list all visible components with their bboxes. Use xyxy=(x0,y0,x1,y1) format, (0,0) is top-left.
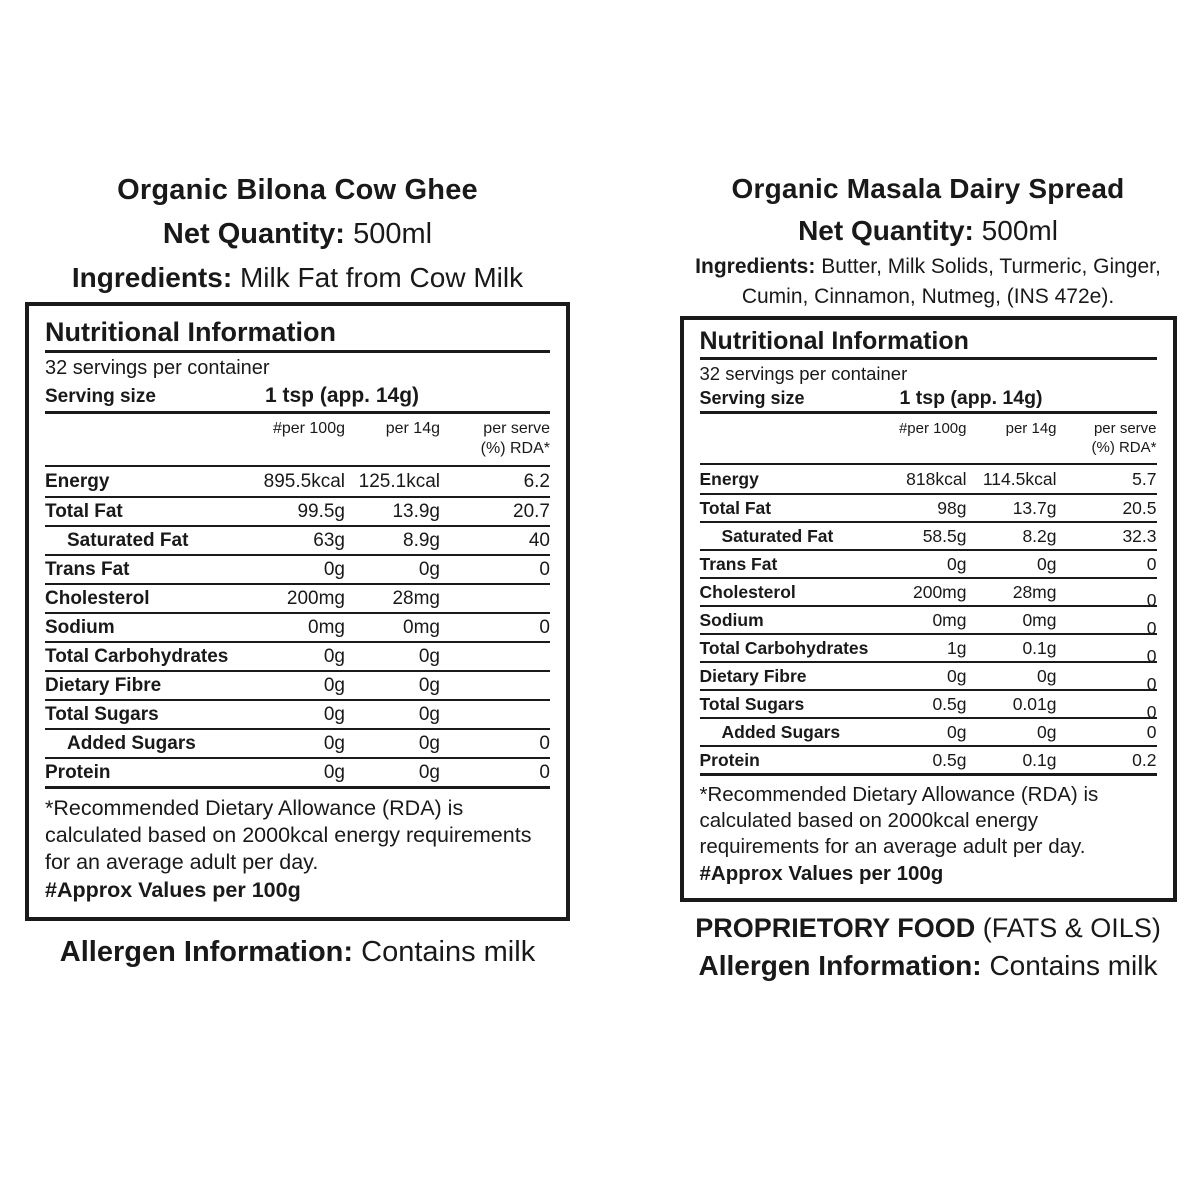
divider xyxy=(700,357,1157,360)
serving-size-value: 1 tsp (app. 14g) xyxy=(265,384,420,407)
row-label: Cholesterol xyxy=(699,581,796,602)
cell-per-14g: 8.9g xyxy=(403,529,440,551)
proprietory-food-value: (FATS & OILS) xyxy=(982,913,1161,943)
cell-per-100g: 200mg xyxy=(912,581,967,602)
per-serve-column-header xyxy=(1057,419,1157,457)
cell-per-serve: 0 xyxy=(1146,721,1157,742)
cell-per-14g: 0g xyxy=(1037,665,1057,686)
cell-per-100g: 818kcal xyxy=(906,468,967,489)
net-quantity-value: 500ml xyxy=(981,215,1058,246)
rda-footnote: *Recommended Dietary Allowance (RDA) is calculated based on 2000kcal energy requirements for an average adult per day. xyxy=(699,783,1099,858)
net-quantity-line xyxy=(25,212,570,256)
cell-per-100g: 0.5g xyxy=(932,749,967,770)
ingredients-value-line2: Cumin, Cinnamon, Nutmeg, (INS 472e). xyxy=(741,285,1115,308)
cell-per-14g: 8.2g xyxy=(1022,525,1057,546)
divider xyxy=(45,350,550,353)
net-quantity-label: Net Quantity: xyxy=(798,215,974,246)
nutrition-row xyxy=(700,493,1157,521)
nutrition-row xyxy=(45,525,550,554)
cell-per-14g: 0.1g xyxy=(1022,749,1057,770)
cell-per-100g: 63g xyxy=(313,529,345,551)
ingredients-label: Ingredients: xyxy=(695,255,816,278)
row-label: Sodium xyxy=(45,616,115,638)
cell-per-100g: 0g xyxy=(947,721,967,742)
row-label: Total Carbohydrates xyxy=(699,637,869,658)
row-label: Total Sugars xyxy=(699,693,805,714)
net-quantity-value: 500ml xyxy=(353,218,433,250)
cell-per-14g: 0g xyxy=(418,703,440,725)
nutrition-row xyxy=(45,467,550,496)
row-label: Total Fat xyxy=(45,500,123,522)
row-label: Energy xyxy=(699,468,759,489)
cell-per-14g: 0g xyxy=(418,732,440,754)
nutrition-row xyxy=(45,641,550,670)
cell-per-14g: 0g xyxy=(1037,721,1057,742)
row-label: Dietary Fibre xyxy=(45,674,162,696)
ingredients-value: Milk Fat from Cow Milk xyxy=(239,262,524,293)
cell-per-14g: 13.7g xyxy=(1012,497,1057,518)
cell-per-14g: 0.1g xyxy=(1022,637,1057,658)
cell-per-serve: 0 xyxy=(539,558,550,580)
row-label: Trans Fat xyxy=(45,558,130,580)
rda-footnote: *Recommended Dietary Allowance (RDA) is calculated based on 2000kcal energy requirements for an average adult per day. xyxy=(45,796,532,874)
row-label: Cholesterol xyxy=(45,587,150,609)
cell-per-serve: 5.7 xyxy=(1132,468,1157,489)
cell-per-100g: 0g xyxy=(323,732,345,754)
per-100g-column-header: #per 100g xyxy=(898,420,967,437)
nutrition-facts-box xyxy=(25,302,570,921)
row-label: Total Fat xyxy=(699,497,772,518)
nutrition-row xyxy=(700,465,1157,493)
allergen-line xyxy=(663,948,1193,984)
cell-per-100g: 0g xyxy=(323,558,345,580)
cell-per-14g: 28mg xyxy=(1012,581,1057,602)
product-title: Organic Masala Dairy Spread xyxy=(731,173,1125,204)
per-serve-column-header xyxy=(440,419,550,459)
net-quantity-line xyxy=(663,210,1193,252)
cell-per-serve: 0.2 xyxy=(1132,749,1157,770)
allergen-label: Allergen Information: xyxy=(59,936,354,968)
column-header-row xyxy=(700,414,1157,463)
column-header-row xyxy=(45,414,550,465)
cell-per-14g: 28mg xyxy=(392,587,440,609)
cell-per-14g: 0.01g xyxy=(1012,693,1057,714)
cell-per-14g: 0g xyxy=(418,674,440,696)
cell-per-serve: 20.7 xyxy=(513,500,550,522)
divider xyxy=(700,773,1157,776)
ingredients-value-line1: Butter, Milk Solids, Turmeric, Ginger, xyxy=(821,255,1161,278)
nutrition-row xyxy=(45,670,550,699)
per-100g-column-header: #per 100g xyxy=(272,420,345,437)
cell-per-100g: 0g xyxy=(323,674,345,696)
nutrition-row xyxy=(45,728,550,757)
serving-size-row xyxy=(700,386,1157,411)
net-quantity-label: Net Quantity: xyxy=(162,218,345,250)
cell-per-14g: 13.9g xyxy=(392,500,440,522)
allergen-value: Contains milk xyxy=(361,936,536,968)
cell-per-100g: 58.5g xyxy=(922,525,967,546)
ingredients-line xyxy=(25,256,570,300)
per-14g-column-header: per 14g xyxy=(1005,420,1057,437)
cell-per-100g: 0g xyxy=(323,645,345,667)
nutrition-row xyxy=(700,549,1157,577)
allergen-line xyxy=(25,933,570,971)
per-serve-header-line2: (%) RDA* xyxy=(480,440,550,457)
nutrition-row xyxy=(45,612,550,641)
cell-per-100g: 0mg xyxy=(932,609,967,630)
cell-per-14g: 0g xyxy=(418,558,440,580)
serving-size-row xyxy=(45,382,550,411)
row-label: Total Carbohydrates xyxy=(45,645,229,667)
cell-per-100g: 99.5g xyxy=(297,500,345,522)
row-label: Added Sugars xyxy=(721,721,841,742)
row-label: Added Sugars xyxy=(67,732,196,754)
right-product-panel xyxy=(663,168,1193,984)
cell-per-100g: 200mg xyxy=(286,587,345,609)
cell-per-serve: 32.3 xyxy=(1122,525,1157,546)
cell-per-100g: 0g xyxy=(947,553,967,574)
cell-per-serve: 0 xyxy=(539,616,550,638)
row-label: Total Sugars xyxy=(45,703,159,725)
cell-per-100g: 0g xyxy=(323,761,345,783)
cell-per-14g: 0mg xyxy=(1022,609,1057,630)
cell-per-100g: 0mg xyxy=(308,616,345,638)
cell-per-14g: 114.5kcal xyxy=(982,468,1057,489)
left-product-panel xyxy=(25,168,570,971)
row-label: Protein xyxy=(699,749,760,770)
ingredients-label: Ingredients: xyxy=(71,262,233,293)
servings-line: 32 servings per container xyxy=(45,357,270,379)
cell-per-serve: 0 xyxy=(539,761,550,783)
cell-per-serve: 0 xyxy=(1146,645,1157,666)
per-serve-header-line1: per serve xyxy=(1093,420,1157,437)
serving-size-value: 1 tsp (app. 14g) xyxy=(899,387,1043,409)
nutrition-row xyxy=(45,757,550,786)
row-label: Saturated Fat xyxy=(67,529,189,551)
row-label: Protein xyxy=(45,761,111,783)
cell-per-14g: 125.1kcal xyxy=(358,470,440,492)
cell-per-100g: 0g xyxy=(323,703,345,725)
serving-size-label: Serving size xyxy=(45,386,156,407)
cell-per-serve: 0 xyxy=(1146,553,1157,574)
cell-per-serve: 40 xyxy=(528,529,550,551)
cell-per-serve: 20.5 xyxy=(1122,497,1157,518)
nutrition-row xyxy=(700,521,1157,549)
cell-per-14g: 0g xyxy=(418,761,440,783)
cell-per-serve: 0 xyxy=(1146,617,1157,638)
nutrition-title: Nutritional Information xyxy=(45,317,336,347)
cell-per-100g: 98g xyxy=(937,497,967,518)
row-label: Energy xyxy=(45,470,110,492)
allergen-label: Allergen Information: xyxy=(698,950,982,981)
nutrition-rows xyxy=(700,465,1157,773)
row-label: Sodium xyxy=(699,609,764,630)
product-title: Organic Bilona Cow Ghee xyxy=(117,174,478,206)
nutrition-row xyxy=(45,496,550,525)
row-label: Dietary Fibre xyxy=(699,665,807,686)
cell-per-serve: 6.2 xyxy=(523,470,550,492)
cell-per-100g: 1g xyxy=(947,637,967,658)
allergen-value: Contains milk xyxy=(989,950,1158,981)
cell-per-100g: 895.5kcal xyxy=(263,470,345,492)
nutrition-rows xyxy=(45,467,550,786)
nutrition-row xyxy=(45,699,550,728)
divider xyxy=(45,786,550,789)
nutrition-row xyxy=(700,745,1157,773)
per-14g-column-header: per 14g xyxy=(385,420,440,437)
nutrition-row xyxy=(45,583,550,612)
serving-size-label: Serving size xyxy=(699,388,805,408)
row-label: Trans Fat xyxy=(699,553,778,574)
approx-values-note: #Approx Values per 100g xyxy=(45,878,301,902)
nutrition-facts-box xyxy=(680,316,1177,902)
approx-values-note: #Approx Values per 100g xyxy=(699,862,944,885)
cell-per-100g: 0.5g xyxy=(932,693,967,714)
ingredients-line xyxy=(663,252,1193,312)
per-serve-header-line1: per serve xyxy=(483,420,550,437)
cell-per-100g: 0g xyxy=(947,665,967,686)
cell-per-serve: 0 xyxy=(1146,701,1157,722)
proprietory-food-label: PROPRIETORY FOOD xyxy=(695,913,976,943)
cell-per-14g: 0g xyxy=(1037,553,1057,574)
nutrition-row xyxy=(45,554,550,583)
nutrition-row xyxy=(699,577,1157,610)
cell-per-serve: 0 xyxy=(1146,673,1157,694)
servings-line: 32 servings per container xyxy=(699,363,908,384)
cell-per-14g: 0g xyxy=(418,645,440,667)
proprietory-food-line xyxy=(663,912,1193,944)
cell-per-14g: 0mg xyxy=(403,616,440,638)
row-label: Saturated Fat xyxy=(721,525,834,546)
per-serve-header-line2: (%) RDA* xyxy=(1091,439,1157,456)
nutrition-title: Nutritional Information xyxy=(699,327,969,355)
cell-per-serve: 0 xyxy=(539,732,550,754)
cell-per-serve: 0 xyxy=(1146,589,1157,610)
